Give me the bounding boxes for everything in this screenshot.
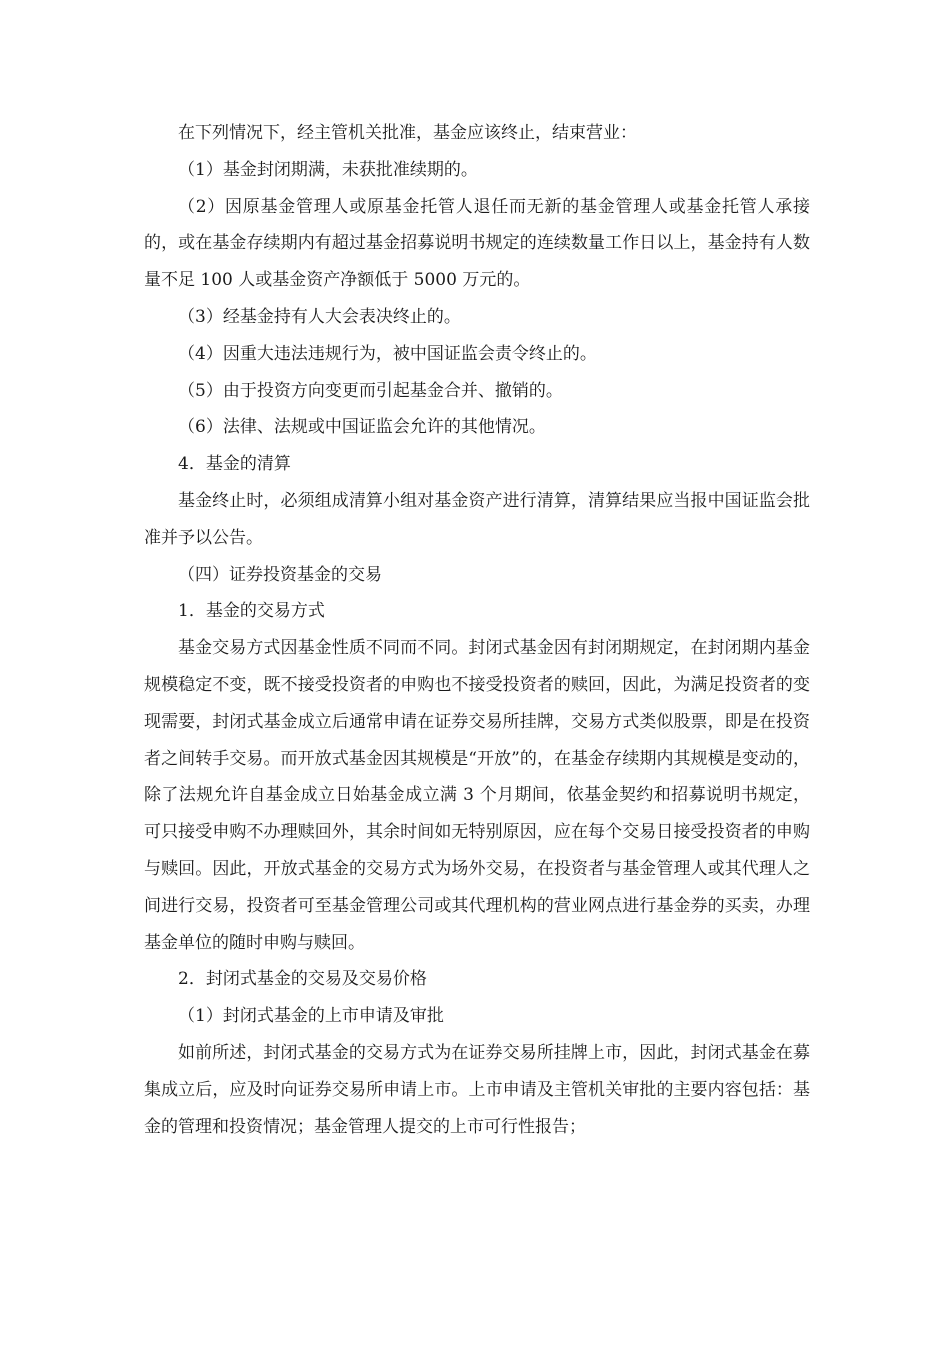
subsection-heading-closed-end: 2．封闭式基金的交易及交易价格 (178, 969, 427, 990)
paragraph-item-6: （6）法律、法规或中国证监会允许的其他情况。 (178, 417, 546, 438)
subsection-heading-listing: （1）封闭式基金的上市申请及审批 (178, 1006, 444, 1027)
section-heading-liquidation: 4．基金的清算 (178, 454, 291, 475)
document-page (144, 115, 810, 1145)
paragraph-item-1: （1）基金封闭期满，未获批准续期的。 (178, 159, 478, 180)
paragraph-item-4: （4）因重大违法违规行为，被中国证监会责令终止的。 (178, 343, 597, 364)
paragraph-liquidation: 基金终止时，必须组成清算小组对基金资产进行清算，清算结果应当报中国证监会批准并予以公告。 (144, 490, 810, 548)
paragraph-item-3: （3）经基金持有人大会表决终止的。 (178, 306, 461, 327)
section-heading-trading: （四）证券投资基金的交易 (178, 564, 382, 585)
subsection-heading-trading-method: 1．基金的交易方式 (178, 601, 325, 622)
paragraph-listing: 如前所述，封闭式基金的交易方式为在证券交易所挂牌上市，因此，封闭式基金在募集成立后，应及时向证券交易所申请上市。上市申请及主管机关审批的主要内容包括：基金的管理和投资情况；基金管理人提交的上市可行性报告； (144, 1042, 810, 1137)
paragraph-item-5: （5）由于投资方向变更而引起基金合并、撤销的。 (178, 380, 563, 401)
paragraph-trading-method: 基金交易方式因基金性质不同而不同。封闭式基金因有封闭期规定，在封闭期内基金规模稳定不变，既不接受投资者的申购也不接受投资者的赎回，因此，为满足投资者的变现需要，封闭式基金成立后通常申请在证券交易所挂牌，交易方式类似股票，即是在投资者之间转手交易。而开放式基金因其规模是“开放”的，在基金存续期内其规模是变动的，除了法规允许自基金成立日始基金成立满 3 个月期间，依基金契约和招募说明书规定，可只接受申购不办理赎回外，其余时间如无特别原因，应在每个交易日接受投资者的申购与赎回。因此，开放式基金的交易方式为场外交易，在投资者与基金管理人或其代理人之间进行交易，投资者可至基金管理公司或其代理机构的营业网点进行基金券的买卖，办理基金单位的随时申购与赎回。 (144, 638, 810, 953)
paragraph-item-2: （2）因原基金管理人或原基金托管人退任而无新的基金管理人或基金托管人承接的，或在基金存续期内有超过基金招募说明书规定的连续数量工作日以上，基金持有人数量不足 100 人或基金资产净额低于 5000 万元的。 (144, 196, 810, 291)
paragraph-termination-intro: 在下列情况下，经主管机关批准，基金应该终止，结束营业： (178, 123, 637, 143)
